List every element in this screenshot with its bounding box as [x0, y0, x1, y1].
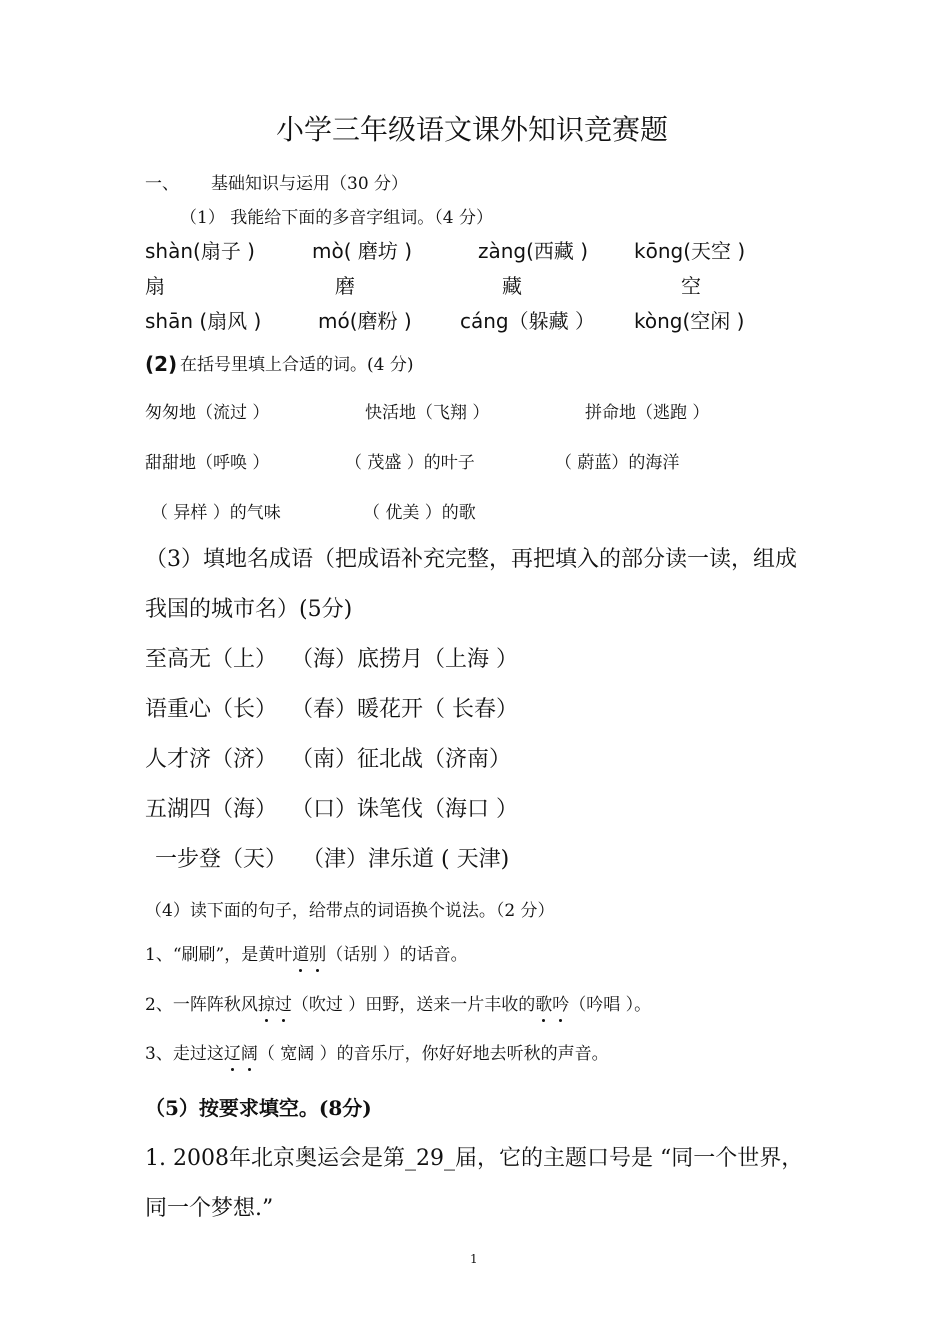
q2-number: (2) — [145, 352, 178, 376]
q5-item-line2: 同一个梦想.” — [145, 1196, 274, 1221]
sentence-text: （吹过 ）田野，送来一片丰收的 — [291, 995, 536, 1015]
section-heading: 基础知识与运用（30 分） — [211, 174, 409, 194]
q3-heading-line1: （3）填地名成语（把成语补充完整，再把填入的部分读一读，组成 — [145, 547, 797, 572]
q3-idiom: 语重心（长） — [145, 697, 278, 722]
q1-char: 空 — [681, 274, 701, 298]
q2-item: （ 异样 ）的气味 — [151, 503, 281, 523]
q1-char: 藏 — [502, 274, 522, 298]
q3-idiom: （春）暖花开（ 长春） — [291, 697, 518, 722]
q1-row1-item: zàng(西藏 ) — [478, 239, 589, 263]
dotted-char: 掠 — [257, 995, 275, 1015]
q5-heading: （5）按要求填空。(8分) — [145, 1096, 372, 1120]
q2-heading: 在括号里填上合适的词。(4 分) — [180, 355, 414, 375]
q1-row2-item: cáng（躲藏 ） — [460, 309, 595, 333]
q2-item: （ 优美 ）的歌 — [363, 503, 476, 523]
q1-row1-item: shàn(扇子 ) — [145, 239, 255, 263]
q1-row2-item: kòng(空闲 ) — [634, 309, 745, 333]
sentence-text: （ 宽阔 ）的音乐厅，你好好地去听秋的声音。 — [257, 1044, 609, 1064]
dotted-char: 道 — [292, 945, 310, 965]
section-number: 一、 — [145, 174, 179, 194]
q1-char: 扇 — [145, 274, 165, 298]
q2-item: （ 茂盛 ）的叶子 — [345, 453, 475, 473]
page-number: 1 — [470, 1252, 478, 1266]
q5-item-line1: 1. 2008年北京奥运会是第_29_届，它的主题口号是 “同一个世界， — [145, 1146, 804, 1171]
q3-idiom: 五湖四（海） — [145, 797, 278, 822]
q1-row2-item: shān (扇风 ) — [145, 309, 262, 333]
sentence-text: 1、“刷刷”，是黄叶 — [145, 945, 293, 965]
q1-row1-item: kōng(天空 ) — [634, 239, 746, 263]
q3-idiom: 至高无（上） — [145, 647, 278, 672]
dotted-char: 别 — [309, 945, 327, 965]
sentence-text: （话别 ）的话音。 — [326, 945, 468, 965]
q3-idiom: （口）诛笔伐（海口 ） — [291, 797, 518, 822]
q3-idiom: 人才济（济） — [145, 747, 278, 772]
page-title: 小学三年级语文课外知识竞赛题 — [276, 113, 669, 146]
dotted-char: 阔 — [240, 1044, 258, 1064]
sentence-text: 2、一阵阵秋风 — [145, 995, 258, 1015]
q3-idiom: 一步登（天） — [155, 847, 288, 872]
q2-item: 快活地（飞翔 ） — [365, 403, 490, 423]
q3-idiom: （津）津乐道 ( 天津) — [302, 847, 510, 872]
sentence-text: 3、走过这 — [145, 1044, 224, 1064]
q3-idiom: （海）底捞月（上海 ） — [291, 647, 518, 672]
dotted-char: 辽 — [223, 1044, 241, 1064]
dotted-char: 歌 — [535, 995, 553, 1015]
q4-sentence-2 — [145, 997, 651, 1014]
q1-heading: （1） 我能给下面的多音字组词。（4 分） — [180, 208, 493, 228]
sentence-text: （吟唱 ）。 — [569, 995, 652, 1015]
dotted-char: 过 — [274, 995, 292, 1015]
q2-item: （ 蔚蓝）的海洋 — [555, 453, 680, 473]
q1-row1-item: mò( 磨坊 ) — [312, 239, 413, 263]
q4-sentence-3 — [145, 1046, 609, 1063]
q1-char: 磨 — [335, 274, 355, 298]
q4-sentence-1 — [145, 947, 468, 964]
dotted-char: 吟 — [552, 995, 570, 1015]
q2-item: 匆匆地（流过 ） — [145, 403, 270, 423]
q3-heading-line2: 我国的城市名）(5分) — [145, 597, 353, 622]
q4-heading: （4）读下面的句子，给带点的词语换个说法。（2 分） — [145, 901, 555, 921]
q2-item: 拼命地（逃跑 ） — [585, 403, 710, 423]
q3-idiom: （南）征北战（济南） — [291, 747, 512, 772]
q2-item: 甜甜地（呼唤 ） — [145, 453, 270, 473]
q1-row2-item: mó(磨粉 ) — [318, 309, 412, 333]
